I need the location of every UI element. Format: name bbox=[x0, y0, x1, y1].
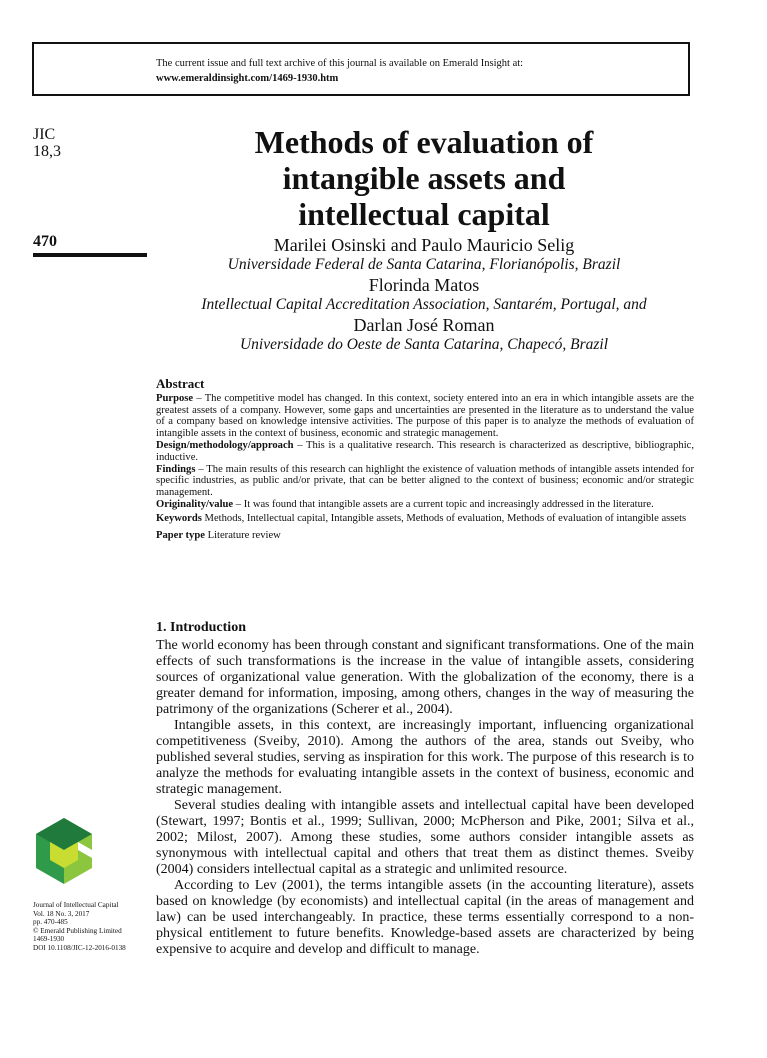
meta-line: DOI 10.1108/JIC-12-2016-0138 bbox=[33, 943, 126, 952]
abstract-paper-type bbox=[156, 530, 694, 542]
design-text: – This is a qualitative research. This research is characterized as descriptive, bibliographic, inductive. bbox=[156, 439, 694, 463]
meta-line: pp. 470-485 bbox=[33, 918, 68, 927]
title-line: Methods of evaluation of bbox=[254, 124, 594, 160]
section-heading: 1. Introduction bbox=[156, 620, 246, 635]
abstract-heading: Abstract bbox=[156, 376, 205, 391]
originality-text: – It was found that intangible assets are a current topic and increasingly addressed in the literature. bbox=[233, 498, 654, 510]
keywords-text: Methods, Intellectual capital, Intangible assets, Methods of evaluation, Methods of evaluation of intangible assets bbox=[201, 512, 687, 524]
body-paragraph: According to Lev (2001), the terms intangible assets (in the accounting literature), assets based on knowledge (by economists) and intellectual capital (in the areas of management and law) can be used interchangeably. In practice, these terms essentially correspond to a non-physical entitlement to future benefits. Knowledge-based assets are characterized by being expensive to acquire and develop and difficult to manage. bbox=[156, 878, 694, 957]
introduction-section bbox=[156, 620, 694, 958]
papertype-label: Paper type bbox=[156, 529, 205, 541]
access-banner bbox=[32, 42, 690, 96]
purpose-label: Purpose bbox=[156, 392, 194, 404]
meta-line: 1469-1930 bbox=[33, 935, 65, 944]
meta-line: © Emerald Publishing Limited bbox=[33, 926, 122, 935]
findings-label: Findings bbox=[156, 463, 196, 475]
purpose-text: – The competitive model has changed. In this context, society entered into an era in which intangible assets are the greatest assets of a company. However, some gaps and uncertainties are presented in the literature as to understand the value of a company based on knowledge intensive activities. The purpose of this paper is to analyze the methods of evaluation of intangible assets in the context of business, economic and strategic management. bbox=[156, 392, 694, 440]
body-paragraph: Several studies dealing with intangible assets and intellectual capital have been developed (Stewart, 1997; Bontis et al., 1999; Sullivan, 2000; McPherson and Pike, 2001; Silva et al., 2002; Milost, 2007). Among these studies, some authors consider intangible assets as synonymous with intellectual capital and others that treat them as distinct themes. Sveiby (2004) considers intellectual capital as a strategic and unlimited resource. bbox=[156, 798, 694, 877]
author-name: Florinda Matos bbox=[368, 275, 480, 295]
abstract bbox=[156, 378, 694, 541]
abstract-findings bbox=[156, 464, 694, 499]
title-line: intellectual capital bbox=[298, 196, 550, 232]
title-line: intangible assets and bbox=[282, 160, 566, 196]
design-label: Design/methodology/approach bbox=[156, 439, 294, 451]
author-block bbox=[150, 235, 698, 355]
abstract-originality bbox=[156, 499, 694, 511]
author-affiliation: Universidade Federal de Santa Catarina, Florianópolis, Brazil bbox=[227, 256, 621, 273]
journal-abbrev bbox=[33, 126, 61, 160]
meta-line: Journal of Intellectual Capital bbox=[33, 901, 119, 909]
body-paragraph: The world economy has been through constant and significant transformations. One of the main effects of such transformations is the increase in the value of intangible assets, considering sources of organizational value generation. With the globalization of the economy, there is a greater demand for information, imposing, among others, changes in the way of measuring the patrimony of the organizations (Scherer et al., 2004). bbox=[156, 638, 694, 717]
banner-text: The current issue and full text archive of this journal is available on Emerald Insight at: bbox=[156, 58, 524, 69]
page-rule bbox=[33, 253, 147, 257]
banner-url[interactable]: www.emeraldinsight.com/1469-1930.htm bbox=[156, 73, 339, 84]
journal-code: JIC bbox=[33, 126, 56, 143]
papertype-text: Literature review bbox=[204, 529, 281, 541]
keywords-label: Keywords bbox=[156, 512, 202, 524]
author-name: Marilei Osinski and Paulo Mauricio Selig bbox=[273, 235, 575, 255]
originality-label: Originality/value bbox=[156, 498, 234, 510]
abstract-purpose bbox=[156, 393, 694, 440]
meta-line: Vol. 18 No. 3, 2017 bbox=[33, 909, 90, 918]
author-name: Darlan José Roman bbox=[353, 315, 495, 335]
body-paragraph: Intangible assets, in this context, are increasingly important, influencing organizational competitiveness (Sveiby, 2010). Among the authors of the area, stands out Sveiby, who published several studies, serving as inspiration for this work. The purpose of this research is to analyze the methods for evaluating intangible assets in the context of business, economic and strategic management. bbox=[156, 718, 694, 797]
emerald-logo-icon bbox=[34, 816, 94, 886]
author-affiliation: Intellectual Capital Accreditation Association, Santarém, Portugal, and bbox=[201, 296, 647, 313]
abstract-keywords bbox=[156, 513, 694, 525]
article-title bbox=[150, 124, 698, 232]
journal-volume: 18,3 bbox=[33, 143, 61, 160]
page-number: 470 bbox=[33, 233, 57, 250]
abstract-design bbox=[156, 440, 694, 464]
publication-meta bbox=[33, 901, 153, 953]
author-affiliation: Universidade do Oeste de Santa Catarina, Chapecó, Brazil bbox=[239, 336, 609, 353]
findings-text: – The main results of this research can highlight the existence of valuation methods of intangible assets intended for specific industries, as public and/or private, that can be better aligned to the context of business; economic and/or strategic management. bbox=[156, 463, 694, 499]
